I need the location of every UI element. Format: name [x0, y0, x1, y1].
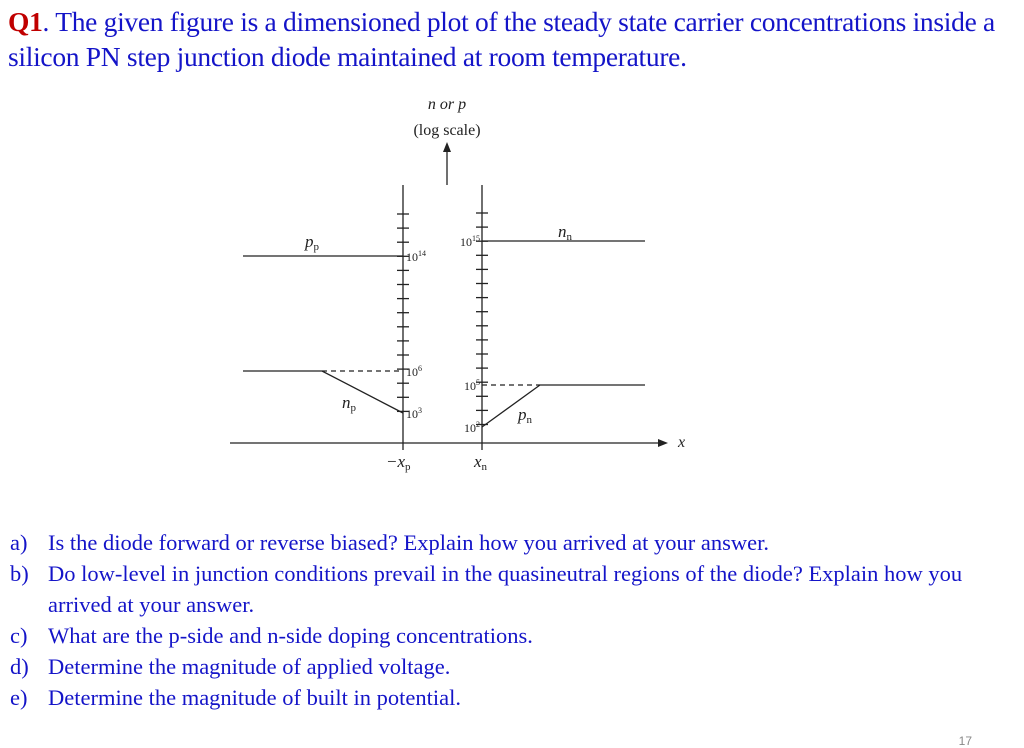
question-list	[10, 527, 1008, 713]
svg-text:102: $10^2$	[464, 420, 480, 435]
xn-label: xn	[474, 452, 488, 473]
left-tick-labels	[406, 249, 426, 421]
page-number: 17	[958, 734, 972, 748]
y-axis-arrowhead	[443, 142, 451, 152]
question-number: Q1	[8, 6, 43, 37]
nn-label: nn	[558, 222, 572, 243]
question-item-c: c) What are the p-side and n-side doping concentrations.	[10, 623, 533, 648]
pn-curve	[482, 385, 645, 427]
pn-label: pn	[518, 405, 532, 426]
pp-label: pp	[305, 232, 319, 253]
svg-text:103: $10^3$	[406, 406, 422, 421]
minus-xp-label: −xp	[386, 452, 411, 473]
svg-text:1015: $10^{15}$	[460, 234, 480, 249]
svg-text:1014: $10^{14}$	[406, 249, 426, 264]
svg-text:106: $10^6$	[406, 364, 422, 379]
y-label-1: n or p	[427, 96, 467, 113]
question-item-d: d) Determine the magnitude of applied voltage.	[10, 654, 451, 679]
np-curve	[243, 371, 403, 413]
right-tick-labels	[460, 234, 480, 435]
question-item-e: e) Determine the magnitude of built in potential.	[10, 685, 462, 710]
x-label: x	[678, 434, 686, 451]
np-label: np	[342, 393, 356, 414]
svg-text:105: $10^5$	[464, 378, 480, 393]
question-item-b: b) Do low-level in junction conditions prevail in the quasineutral regions of the diode? Explain how you arrived at your answer.	[10, 561, 963, 617]
y-label-2: (log scale)	[413, 122, 481, 139]
question-text: . The given figure is a dimensioned plot of the steady state carrier concentrations inside a silicon PN step junction diode maintained at room temperature.	[8, 6, 995, 72]
question-item-a: a) Is the diode forward or reverse biased? Explain how you arrived at your answer.	[10, 530, 769, 555]
x-axis-arrowhead	[658, 439, 668, 447]
